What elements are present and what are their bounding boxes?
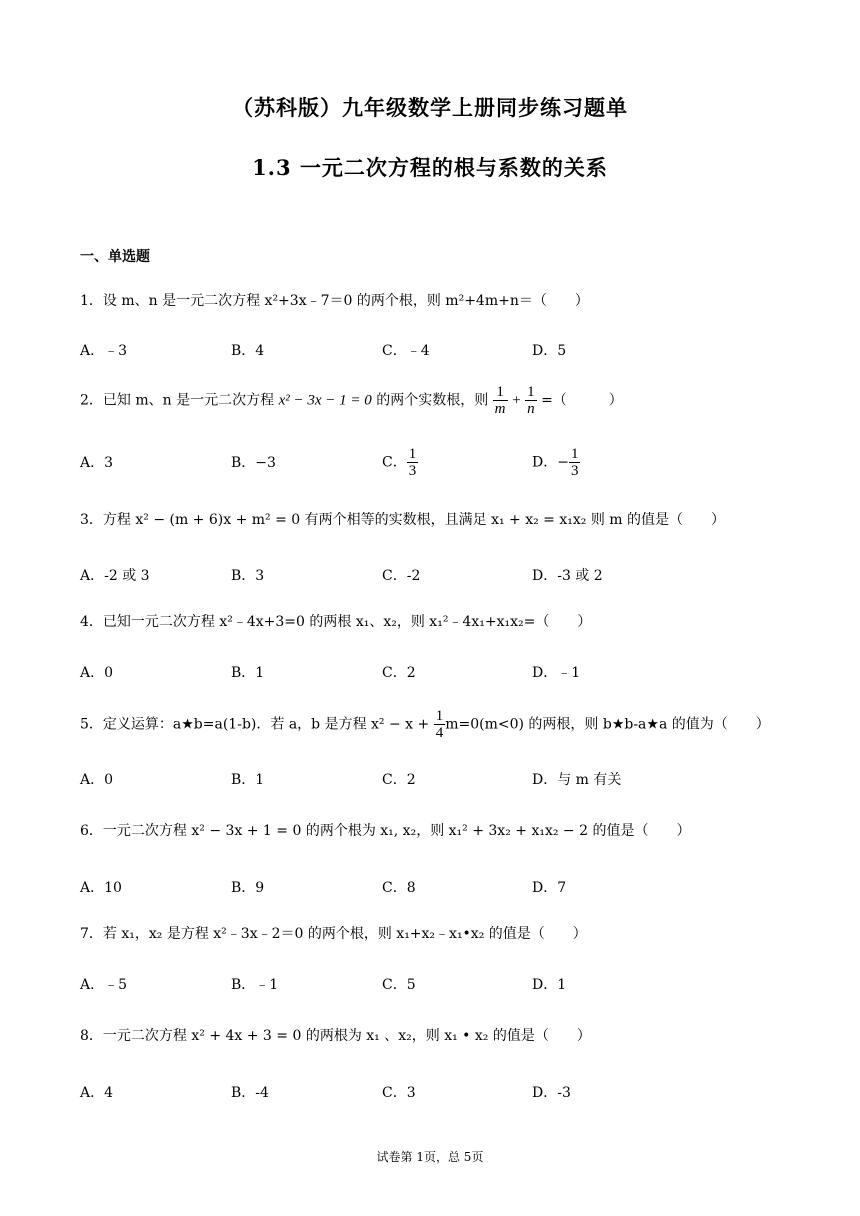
- question-5-stem-pre: 5．定义运算：a★b=a(1-b)．若 a，b 是方程 x² − x +: [80, 716, 434, 733]
- option-c[interactable]: C．8: [382, 880, 416, 896]
- question-4-stem: 4．已知一元二次方程 x²﹣4x+3=0 的两根 x₁、x₂，则 x₁²﹣4x₁+x₁x₂=（ ）: [80, 614, 592, 630]
- fraction-denominator: n: [527, 401, 535, 417]
- question-5-stem-tail: m=0(m<0) 的两根，则 b★b-a★a 的值为（ ）: [445, 716, 770, 733]
- question-5-options: [80, 769, 780, 793]
- option-b[interactable]: B．4: [231, 343, 265, 359]
- fraction-denominator: m: [494, 401, 506, 417]
- option-b[interactable]: B．3: [231, 568, 265, 584]
- fraction-one-third: [569, 446, 581, 479]
- option-d[interactable]: D．-3 或 2: [532, 568, 603, 584]
- question-2-stem-mid: 的两个实数根，则: [371, 392, 493, 409]
- fraction-numerator: 1: [408, 446, 417, 462]
- option-c[interactable]: C．3: [382, 1085, 416, 1101]
- option-a[interactable]: A．﹣3: [80, 343, 128, 359]
- question-5-stem: [80, 708, 770, 741]
- option-a[interactable]: A．3: [80, 455, 114, 471]
- fraction-numerator: 1: [493, 384, 508, 401]
- question-1-options: [80, 340, 780, 364]
- question-2-stem-pre: 2．已知 m、n 是一元二次方程: [80, 392, 279, 409]
- option-b[interactable]: B．−3: [231, 455, 276, 471]
- question-3-stem: 3．方程 x² − (m + 6)x + m² = 0 有两个相等的实数根，且满足 x₁ + x₂ = x₁x₂ 则 m 的值是（ ）: [80, 512, 726, 528]
- option-a[interactable]: A．10: [80, 880, 122, 896]
- question-7-options: [80, 974, 780, 998]
- fraction-numerator: 1: [435, 708, 444, 724]
- option-d[interactable]: D．﹣1: [532, 665, 581, 681]
- option-b[interactable]: B．1: [231, 772, 265, 788]
- section-heading: 一、单选题: [80, 249, 150, 265]
- fraction-numerator: 1: [570, 446, 579, 462]
- option-c[interactable]: C．﹣4: [382, 343, 430, 359]
- option-a[interactable]: A．0: [80, 772, 114, 788]
- page-footer: 试卷第 1页，总 5页: [376, 1150, 484, 1164]
- fraction-one-quarter: [434, 708, 446, 741]
- option-d[interactable]: D．1: [532, 977, 567, 993]
- fraction-denominator: 3: [570, 463, 579, 479]
- question-6-options: [80, 877, 780, 901]
- fraction-1-over-n: [525, 384, 537, 417]
- fraction-1-over-m: [493, 384, 508, 417]
- question-2-stem-tail: =（ ）: [536, 392, 623, 409]
- question-2-stem: [80, 384, 623, 417]
- question-2-options: [80, 446, 780, 479]
- question-6-stem: 6．一元二次方程 x² − 3x + 1 = 0 的两个根为 x₁, x₂，则 x₁² + 3x₂ + x₁x₂ − 2 的值是（ ）: [80, 823, 691, 839]
- question-8-options: [80, 1082, 780, 1106]
- question-8-stem: 8．一元二次方程 x² + 4x + 3 = 0 的两根为 x₁ 、x₂，则 x₁ • x₂ 的值是（ ）: [80, 1028, 591, 1044]
- paper-subtitle: 1.3 一元二次方程的根与系数的关系: [252, 155, 608, 180]
- question-3-options: [80, 565, 780, 589]
- option-c[interactable]: C．-2: [382, 568, 421, 584]
- option-a[interactable]: A．4: [80, 1085, 114, 1101]
- option-d[interactable]: D．5: [532, 343, 567, 359]
- paper-title: （苏科版）九年级数学上册同步练习题单: [232, 95, 628, 120]
- option-d-label: D．−: [532, 454, 569, 471]
- option-d[interactable]: D．-3: [532, 1085, 571, 1101]
- option-b[interactable]: B．-4: [231, 1085, 269, 1101]
- question-4-options: [80, 662, 780, 686]
- question-2-equation: x² − 3x − 1 = 0: [278, 392, 372, 409]
- question-7-stem: 7．若 x₁，x₂ 是方程 x²﹣3x﹣2＝0 的两个根，则 x₁+x₂﹣x₁•x₂ 的值是（ ）: [80, 926, 587, 942]
- option-b[interactable]: B．1: [231, 665, 265, 681]
- option-a[interactable]: A．-2 或 3: [80, 568, 150, 584]
- option-b[interactable]: B．﹣1: [231, 977, 279, 993]
- option-d[interactable]: [532, 446, 580, 479]
- option-d[interactable]: D．与 m 有关: [532, 772, 622, 788]
- fraction-one-third: [407, 446, 419, 479]
- option-b[interactable]: B．9: [231, 880, 265, 896]
- option-c[interactable]: C．5: [382, 977, 416, 993]
- question-1-stem: 1．设 m、n 是一元二次方程 x²+3x﹣7＝0 的两个根，则 m²+4m+n＝（ ）: [80, 293, 589, 309]
- fraction-numerator: 1: [527, 384, 535, 400]
- option-c[interactable]: C．2: [382, 665, 416, 681]
- fraction-denominator: 3: [408, 463, 417, 479]
- option-a[interactable]: A．0: [80, 665, 114, 681]
- plus-sign: +: [507, 392, 526, 409]
- option-d[interactable]: D．7: [532, 880, 567, 896]
- option-c-label: C．: [382, 454, 407, 471]
- option-a[interactable]: A．﹣5: [80, 977, 128, 993]
- option-c[interactable]: [382, 446, 418, 479]
- option-c[interactable]: C．2: [382, 772, 416, 788]
- fraction-denominator: 4: [435, 725, 444, 741]
